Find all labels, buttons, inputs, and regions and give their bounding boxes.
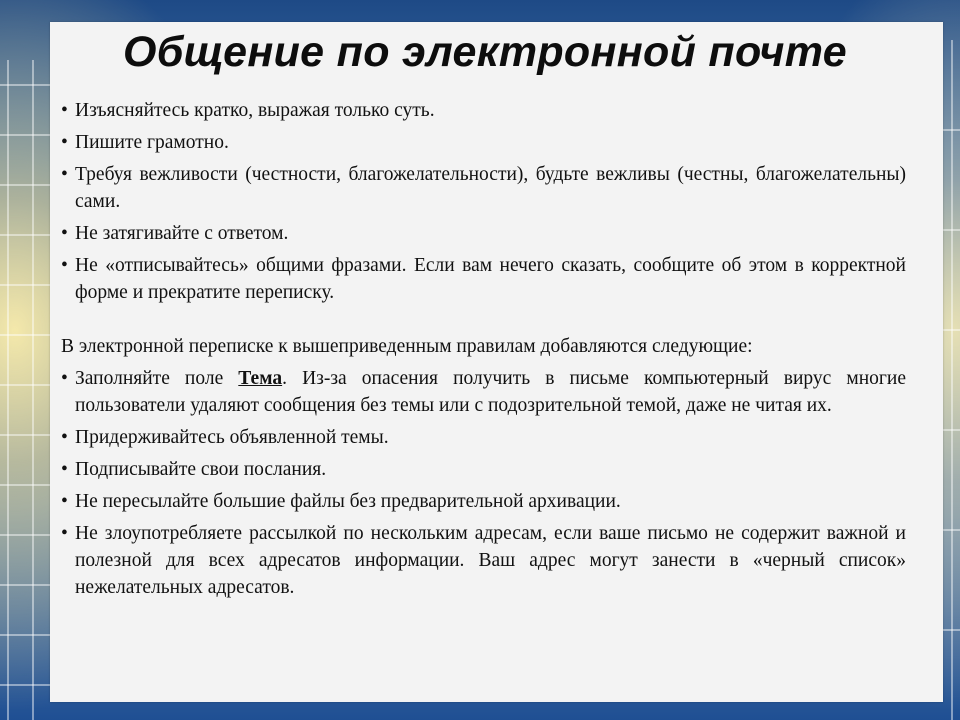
bullet-icon: • [61,491,68,512]
list-item: • Не «отписывайтесь» общими фразами. Если вам нечего сказать, сообщите об этом в корректной форме и прекратите переписку. [61,252,906,306]
email-rules-list [61,365,906,601]
list-item: • Придерживайтесь объявленной темы. [61,424,906,451]
bullet-icon: • [61,523,68,544]
subject-field-term: Тема [238,368,283,389]
bullet-icon: • [61,427,68,448]
list-item: • Заполняйте поле Тема. Из-за опасения получить в письме компьютерный вирус многие пользователи удаляют сообщения без темы или с подозрительной темой, даже не читая их. [61,365,906,419]
list-item: • Не злоупотребляете рассылкой по нескольким адресам, если ваше письмо не содержит важной и полезной для всех адресатов информации. Ваш адрес могут занести в «черный список» нежелательных адресатов. [61,520,906,601]
bullet-icon: • [61,223,68,244]
general-rules-list [61,97,906,306]
list-item: • Не затягивайте с ответом. [61,220,906,247]
bullet-icon: • [61,164,68,185]
bullet-icon: • [61,132,68,153]
list-item: • Не пересылайте большие файлы без предварительной архивации. [61,488,906,515]
slide-content [61,97,906,606]
list-item: • Изъясняйтесь кратко, выражая только суть. [61,97,906,124]
bullet-icon: • [61,459,68,480]
bullet-icon: • [61,368,68,389]
list-item: • Подписывайте свои послания. [61,456,906,483]
list-item: • Требуя вежливости (честности, благожелательности), будьте вежливы (честны, благожелательны) сами. [61,161,906,215]
bullet-icon: • [61,255,68,276]
slide-title: Общение по электронной почте [123,28,847,76]
list-item: • Пишите грамотно. [61,129,906,156]
email-rules-intro: В электронной переписке к вышеприведенным правилам добавляются следующие: [61,336,753,357]
bullet-icon: • [61,100,68,121]
